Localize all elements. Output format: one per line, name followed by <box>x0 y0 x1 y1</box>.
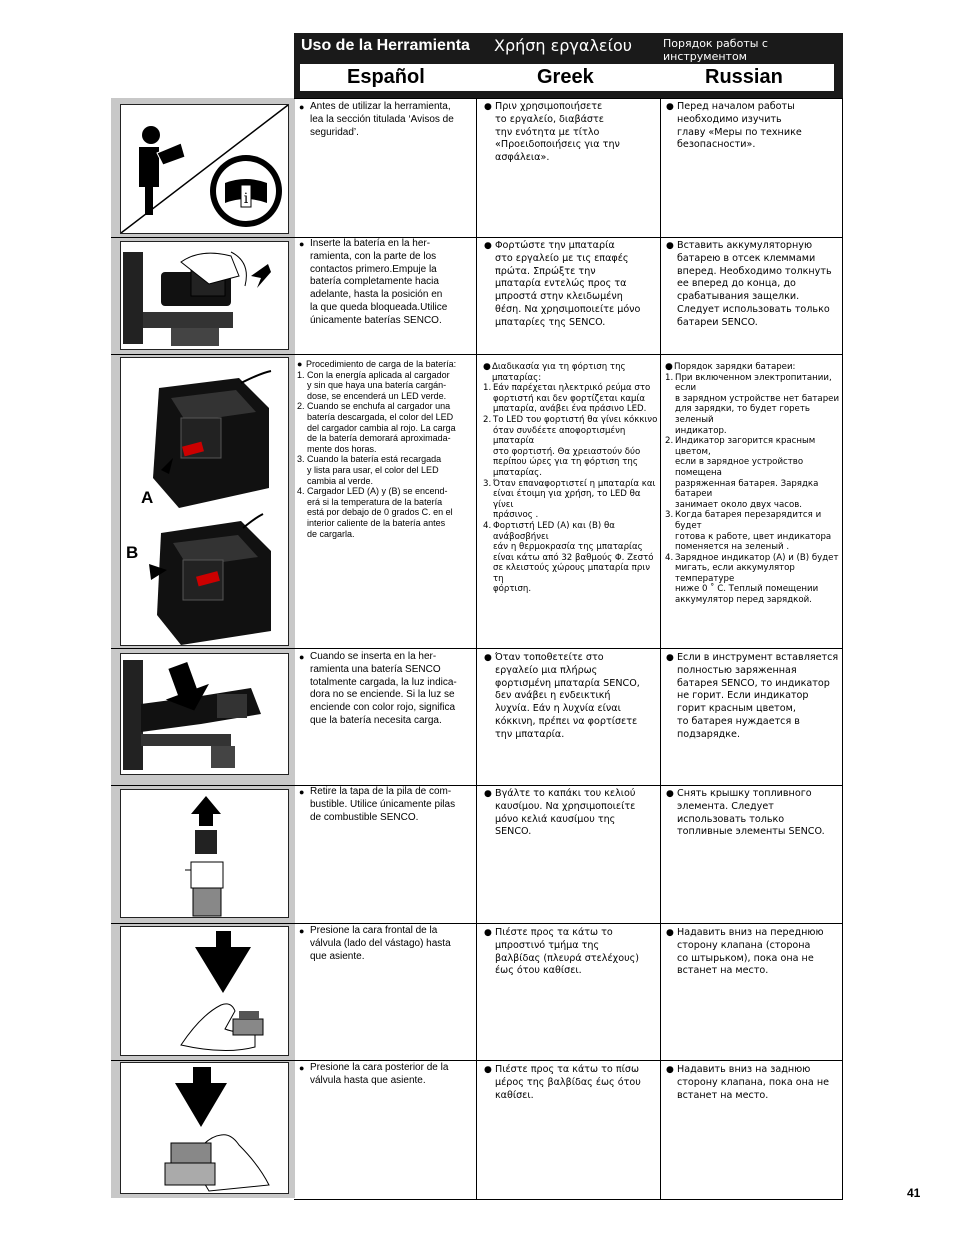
language-bar <box>300 64 834 91</box>
page-number: 41 <box>907 1186 921 1200</box>
charger-illustration <box>120 357 289 646</box>
fuel-cell-cap-illustration <box>120 789 289 918</box>
row5-ru: ● Снять крышку топливного элемента. Следует использовать только топливные элементы SENCO. <box>666 788 825 838</box>
row7-ru: ● Надавить вниз на заднюю сторону клапана, пока она не встанет на место. <box>666 1064 830 1101</box>
row2-ru: ● Вставить аккумуляторную батарею в отсек клеммами вперед. Необходимо толкнуть ее вперед до конца, до срабатывания защелки. Следует использовать только батареи SENCO. <box>666 240 832 328</box>
row1-ru: ● Перед началом работы необходимо изучить главу «Меры по технике безопасности». <box>666 101 802 151</box>
row1-el: ● Πριν χρησιμοποιήσετε το εργαλείο, διαβάστε την ενότητα με τίτλο «Προειδοποιήσεις για την ασφάλεια». <box>484 101 620 164</box>
charger-b <box>149 514 271 645</box>
valve-front-illustration <box>120 926 289 1056</box>
safety-manual-illustration <box>120 104 289 234</box>
language-es: Español <box>347 66 425 88</box>
header-title-ru: Порядок работы с инструментом <box>663 37 768 63</box>
header-title-es: Uso de la Herramienta <box>301 37 470 54</box>
row6-ru: ● Надавить вниз на переднюю сторону клапана (сторона со штырьком), пока она не встанет на место. <box>666 927 824 977</box>
row4-el: ● Όταν τοποθετείτε στο εργαλείο μια πλήρως φορτισμένη μπαταρία SENCO, δεν ανάβει η ενδεικτική λυχνία. Εάν η λυχνία είναι κόκκινη, πρέπει να φορτίσετε την μπαταρία. <box>484 652 640 740</box>
row3-ru: ● Порядок зарядки батареи: 1. При включенном электропитании, если в зарядном устройстве нет батареи для зарядки, то будет гореть зеленый индикатор. 2. Индикатор загорится красным цветом, если в зарядное устройство помещена разряженная батарея. Зарядка батареи занимает около двух часов. 3. Когда батарея перезарядится и будет готова к работе, цвет индикатора поменяется на зеленый . 4. Зарядное индикатор (A) и (B) будет мигать, если аккумулятор температуре ниже 0 ˚ С. Теплый помещении аккумулятор перед зарядкой. <box>665 362 840 606</box>
row3-es: ● Procedimiento de carga de la batería: 1. Con la energía aplicada al cargador y sin que haya una batería cargán- dose, se encenderá un LED verde. 2. Cuando se enchufa al cargador una batería descargada, el color del LED del cargador cambia al rojo. La carga de la batería demorará aproximada- mente dos horas. 3. Cuando la batería está recargada y lista para usar, el color del LED cambia al verde. 4. Cargador LED (A) y (B) se encend- erá si la temperatura de la batería está por debajo de 0 grados C. en el interior caliente de la batería antes de cargarla. <box>297 359 457 539</box>
row2-es: ● Inserte la batería en la her- ramienta, con la parte de los contactos primero.Empuje la batería completamente hacia adelante, hasta la posición en la que queda bloqueada.Utilice únicamente baterías SENCO. <box>299 238 448 326</box>
charger-a <box>153 371 271 508</box>
charger-label-a: A <box>141 488 154 507</box>
row4-ru: ● Если в инструмент вставляется полностью заряженная батарея SENCO, то индикатор не горит. Если индикатор горит красным цветом, то батарея нуждается в подзарядке. <box>666 652 839 740</box>
header-title-el: Χρήση εργαλείου <box>494 36 633 55</box>
row6-es: ● Presione la cara frontal de la válvula (lado del vástago) hasta que asiente. <box>299 925 451 962</box>
section-header <box>294 33 843 98</box>
battery-insert-illustration <box>120 241 289 350</box>
row5-es: ● Retire la tapa de la pila de com- bustible. Utilice únicamente pilas de combustible SENCO. <box>299 786 456 823</box>
valve-rear-illustration <box>120 1062 289 1194</box>
charger-label-b: B <box>126 543 139 562</box>
battery-indicator-illustration <box>120 653 289 775</box>
row7-es: ● Presione la cara posterior de la válvula hasta que asiente. <box>299 1062 449 1086</box>
row7-el: ● Πιέστε προς τα κάτω το πίσω μέρος της βαλβίδας έως ότου καθίσει. <box>484 1064 641 1101</box>
row6-el: ● Πιέστε προς τα κάτω το μπροστινό τμήμα της βαλβίδας (πλευρά στελέχους) έως ότου καθίσει. <box>484 927 640 977</box>
row4-es: ● Cuando se inserta en la her- ramienta una batería SENCO totalmente cargada, la luz indica- dora no se enciende. Si la luz se enciende con color rojo, significa que la batería necesita carga. <box>299 651 457 726</box>
row3-el: ● Διαδικασία για τη φόρτιση της μπαταρίας: 1. Εάν παρέχεται ηλεκτρικό ρεύμα στο φορτιστή και δεν φορτίζεται καμία μπαταρία, ανάβει ένα πράσινο LED. 2. Το LED του φορτιστή θα γίνει κόκκινο όταν συνδέετε αποφορτισμένη μπαταρία στο φορτιστή. Θα χρειαστούν δύο περίπου ώρες για τη φόρτιση της μπαταρίας. 3. Όταν επαναφορτιστεί η μπαταρία και είναι έτοιμη για χρήση, το LED θα γίνει πράσινος . 4. Φορτιστή LED (A) και (B) θα ανάβοσβήνει εάν η θερμοκρασία της μπαταρίας είναι κάτω από 32 βαθμούς Φ. Ζεστό σε κλειστούς χώρους μπαταρία πριν τη φόρτιση. <box>483 362 658 595</box>
row2-el: ● Φορτώστε την μπαταρία στο εργαλείο με τις επαφές πρώτα. Σπρώξτε την μπαταρία εντελώς προς τα μπροστά στην κλειδωμένη θέση. Να χρησιμοποιείτε μόνο μπαταρίες της SENCO. <box>484 240 641 328</box>
language-el: Greek <box>537 66 594 88</box>
svg-text:i: i <box>243 191 249 207</box>
row1-es: ● Antes de utilizar la herramienta, lea la sección titulada ‘Avisos de seguridad’. <box>299 101 454 138</box>
language-ru: Russian <box>705 66 783 88</box>
row5-el: ● Βγάλτε το καπάκι του κελιού καυσίμου. Να χρησιμοποιείτε μόνο κελιά καυσίμου της SENCO. <box>484 788 636 838</box>
